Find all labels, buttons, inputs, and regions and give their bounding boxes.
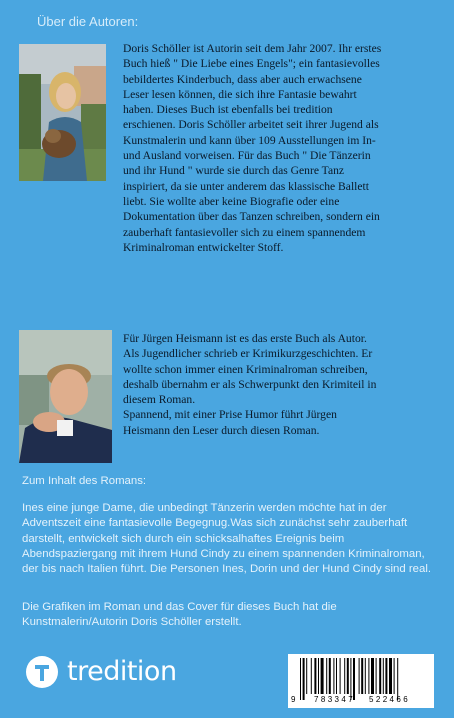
- barcode-bar: [333, 658, 334, 694]
- barcode-bar: [318, 658, 319, 694]
- barcode-bar: [394, 658, 395, 694]
- author-photo-doris: [19, 44, 106, 181]
- publisher-logo: [26, 656, 177, 688]
- tredition-logo-icon: [26, 656, 58, 688]
- author-bio-juergen-text: Für Jürgen Heismann ist es das erste Buch als Autor. Als Jugendlicher schrieb er Krimikurzgeschichten. Er wollte schon immer einen Kriminalroman schreiben, deshalb übernahm er als Schwerpunkt den Krimiteil in diesem Roman.: [123, 332, 377, 407]
- barcode-bar: [371, 658, 374, 694]
- barcode-bar: [365, 658, 366, 694]
- barcode-bar: [314, 658, 316, 694]
- barcode-bar: [347, 658, 349, 694]
- barcode-bar: [321, 658, 324, 694]
- barcode-bar: [383, 658, 384, 694]
- barcode-bars: [288, 654, 434, 708]
- author-bio-doris: [123, 41, 385, 255]
- barcode-bar: [329, 658, 331, 694]
- barcode-bar: [359, 658, 360, 694]
- synopsis-text: Ines eine junge Dame, die unbedingt Tänzerin werden möchte hat in der Adventszeit eine fantasievolle Begegnug.Was sich zunächst sehr zauberhaft darstellt, entwickelt sich durch ein schicksalhaftes Ereignis beim Abendspaziergang mit ihrem Hund Cindy zu einem spannenden Kriminalroman, der bis nach Italien führt. Die Personen Ines, Dorin und der Hund Cindy sind real.: [22, 502, 432, 576]
- author-photo-juergen: [19, 330, 112, 463]
- barcode-bar: [379, 658, 381, 694]
- barcode-digits-left: 783347: [314, 695, 356, 704]
- barcode-bar: [344, 658, 345, 694]
- publisher-name: tredition: [67, 656, 177, 687]
- barcode-bar: [306, 658, 307, 694]
- footer: [0, 646, 454, 718]
- isbn-barcode: [288, 654, 434, 708]
- author-bio-doris-text: Doris Schöller ist Autorin seit dem Jahr 2007. Ihr erstes Buch hieß " Die Liebe eines Engels"; ein fantasievolles bebildertes Kinderbuch, dass aber auch erwachsene Leser lesen können, die sich ihre Fantasie bewahrt haben. Dieses Buch ist ebenfalls bei tredition erschienen. Doris Schöller arbeitet seit ihrer Jugend als Kunstmalerin und kann über 109 Ausstellungen im In-und Ausland vorweisen. Für das Buch " Die Tänzerin und ihr Hund " wurde sie durch das Genre Tanz inspiriert, da sie unter anderem das klassische Ballett liebt. Sie wollte aber keine Biografie oder eine Dokumentation über das Tanzen schreiben, sondern ein zauberhaft fantasievoller sich zu einem spannendem Kriminalroman entwickelter Stoff.: [123, 42, 382, 254]
- illustration-note: Die Grafiken im Roman und das Cover für dieses Buch hat die Kunstmalerin/Autorin Doris Schöller erstellt.: [22, 601, 337, 629]
- barcode-bar: [303, 658, 305, 700]
- barcode-bar: [350, 658, 351, 700]
- barcode-bar: [389, 658, 392, 694]
- barcode-bar: [376, 658, 377, 694]
- barcode-bar: [300, 658, 301, 700]
- barcode-bar: [311, 658, 312, 694]
- about-authors-heading: Über die Autoren:: [37, 14, 139, 29]
- content-heading: Zum Inhalt des Romans:: [22, 475, 147, 487]
- barcode-bar: [336, 658, 337, 694]
- barcode-bar: [340, 658, 341, 694]
- barcode-digits-right: 522466: [369, 695, 411, 704]
- barcode-bar: [397, 658, 398, 700]
- barcode-bar: [326, 658, 327, 694]
- author-bio-juergen-text-2: Spannend, mit einer Prise Humor führt Jürgen Heismann den Leser durch diesen Roman.: [123, 408, 337, 437]
- barcode-bar: [361, 658, 363, 694]
- barcode-bar: [368, 658, 369, 694]
- barcode-lead-digit: 9: [291, 695, 296, 704]
- author-bio-juergen: [123, 331, 385, 438]
- barcode-bar: [385, 658, 387, 694]
- barcode-bar: [353, 658, 355, 700]
